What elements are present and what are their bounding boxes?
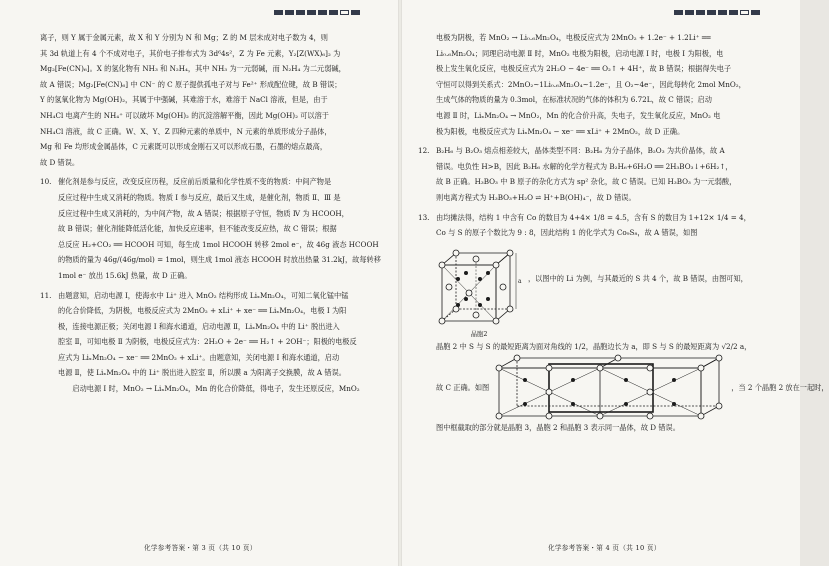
text-line: 其 3d 轨道上有 4 个不成对电子，其价电子排布式为 3d⁶4s²，Z 为 Fe 元素，Y₂[Z(WX)₆]₂ 为 [40, 48, 341, 58]
text-line: 由题意知，启动电源 Ⅰ，使海水中 Li⁺ 进入 MnO₂ 结构形成 LiₓMn₂O₄，可知二氧化锰中锰 [58, 290, 349, 300]
figure-row-cell3 [436, 354, 829, 420]
text-line: 故 C 正确。如图 [436, 382, 490, 392]
page-3 [0, 0, 400, 566]
q9-continuation [40, 30, 386, 170]
text-line: Mg₂[Fe(CN)₆]。X 的氢化物有 NH₃ 和 N₂H₄，其中 NH₃ 为一元弱碱，而 N₂H₄ 为二元弱碱， [40, 64, 346, 74]
text-line: 由均摊法得，结构 1 中含有 Co 的数目为 4+4× 1/8 = 4.5，含有 S 的数目为 1+12× 1/4 = 4， [436, 212, 751, 222]
text-line: Mg 和 Fe 均形成金属晶体，C 元素既可以形成金刚石又可以形成石墨，石墨的熔点最高， [40, 142, 328, 152]
text-line: 守恒可以得到关系式：2MnO₂~1Li₀.₆Mn₂O₄~1.2e⁻，且 O₂~4e⁻，因此每转化 2mol MnO₂， [436, 79, 746, 89]
page-footer-right: 化学参考答案・第 4 页（共 10 页） [548, 544, 661, 552]
text-line: 故 D 错误。 [40, 157, 80, 167]
text-line: 反应过程中生成又消耗的，为中间产物，故 A 错误；根据原子守恒，物质 Ⅳ 为 HCOOH， [58, 208, 349, 218]
double-cell-figure [495, 354, 725, 420]
text-line: 故 B 错误；催化剂能降低活化能，加快反应速率，但不能改变反应热，故 C 错误；根据 [58, 224, 337, 234]
crystal-cell-2-figure [436, 243, 522, 339]
text-line: 应式为 LiₓMn₂O₄ − xe⁻ ══ 2MnO₂ + xLi⁺。由题意知，关闭电源 Ⅰ 和海水通道，启动 [58, 352, 340, 362]
text-line: 1mol e⁻ 放出 15.6kJ 热量，故 D 正确。 [58, 270, 192, 280]
question-number: 11. [40, 290, 52, 300]
crystal-cell-2-diagram [436, 243, 522, 331]
text-line: Y 的氢氧化物为 Mg(OH)₂，其属于中强碱，其难溶于水，难溶于 NaCl 溶液，但是，由于 [40, 95, 328, 105]
question-11 [40, 288, 386, 397]
text-line: 总反应 H₂+CO₂ ══ HCOOH 可知，每生成 1mol HCOOH 转移 2mol e⁻，故 46g 液态 HCOOH [58, 239, 379, 249]
text-line: Co 与 S 的原子个数比为 9 : 8，因此结构 1 的化学式为 Co₉S₈，故 A 错误，如图 [436, 228, 698, 238]
text-line: 故 B 正确。H₃BO₃ 中 B 原子的杂化方式为 sp² 杂化，故 C 错误。已知 H₃BO₃ 为一元弱酸， [436, 177, 737, 187]
text-line: 图中框截取的部分就是晶胞 3，晶胞 2 和晶胞 3 表示同一晶体，故 D 错误。 [436, 423, 680, 433]
text-line: 电极为阴极，若 MnO₂ → Li₀.₆Mn₂O₄，电极反应式为 2MnO₂ + 1.2e⁻ + 1.2Li⁺ ══ [436, 33, 711, 42]
text-line: NH₄Cl 溶液，故 C 正确。W、X、Y、Z 四种元素的单质中，N 元素的单质形成分子晶体， [40, 126, 332, 136]
question-number: 10. [40, 177, 52, 187]
text-line: 的化合价降低，为阴极，电极反应式为 2MnO₂ + xLi⁺ + xe⁻ ══ LiₓMn₂O₄，电极 Ⅰ 为阳 [58, 306, 347, 316]
text-line: 离子，则 Y 属于金属元素，故 X 和 Y 分别为 N 和 Mg；Z 的 M 层未成对电子数为 4，则 [40, 33, 328, 42]
figure-caption: 晶胞2 [470, 329, 488, 338]
text-line: 极，连接电源正极；关闭电源 Ⅰ 和海水通道，启动电源 Ⅱ，LiₓMn₂O₄ 中的 Li⁺ 脱出进入 [58, 321, 340, 331]
text-line: 启动电源 Ⅰ 时，MnO₂ → LiₓMn₂O₄，Mn 的化合价降低，得电子，发生还原反应，MnO₂ [72, 384, 360, 394]
text-line: 则电离方程式为 H₃BO₃+H₂O ⇌ H⁺+B(OH)₄⁻，故 D 错误。 [436, 192, 636, 202]
text-line: 的物质的量为 46g/(46g/mol) = 1mol，则生成 1mol 液态 HCOOH 时放出热量 31.2kJ，故每转移 [58, 255, 381, 265]
text-line: 极上发生氧化反应，电极反应式为 2H₂O − 4e⁻ ══ O₂↑ + 4H⁺，故 B 错误；根据得失电子 [436, 64, 732, 74]
text-line: B₂H₆ 与 B₂O₃ 熔点相差较大，晶体类型不同：B₂H₆ 为分子晶体，B₂O₃ 为共价晶体，故 A [436, 146, 725, 156]
text-line: Li₀.₆Mn₂O₄；同理启动电源 Ⅱ 时，MnO₂ 电极为阳极，启动电源 Ⅰ 时，电极 Ⅰ 为阳极，电 [436, 48, 724, 58]
text-line: NH₄Cl 电离产生的 NH₄⁺ 可以破坏 Mg(OH)₂ 的沉淀溶解平衡，因此 Mg(OH)₂ 可以溶于 [40, 110, 329, 120]
text-line: 反应过程中生成又消耗的物质。物质 Ⅰ 参与反应，最后又生成，是催化剂，物质 Ⅱ、Ⅲ 是 [58, 192, 341, 202]
figure-row-cell2 [436, 241, 764, 339]
text-line: 电源 Ⅱ 时，LiₓMn₂O₄ → MnO₂，Mn 的化合价升高，失电子，发生氧化反应，MnO₂ 电 [436, 110, 721, 120]
q11-continuation [418, 30, 764, 139]
text-line: ，以图中的 Li 为例，与其最近的 S 共 4 个，故 B 错误，由图可知， [528, 273, 748, 283]
text-line: 电源 Ⅱ，使 LiₓMn₂O₄ 中的 Li⁺ 脱出进入腔室 Ⅱ，所以膜 a 为阳离子交换膜，故 A 错误。 [58, 368, 346, 378]
double-cell-diagram [495, 354, 725, 420]
question-10 [40, 174, 386, 283]
text-line: 极为阳极，电极反应式为 LiₓMn₂O₄ − xe⁻ ══ xLi⁺ + 2MnO₂，故 D 正确。 [436, 126, 685, 136]
text-line: 生成气体的物质的量为 0.3mol，在标准状况的气体的体积为 6.72L，故 C 错误；启动 [436, 95, 712, 105]
text-line: 催化剂是参与反应，改变反应历程，反应前后质量和化学性质不变的物质：中间产物是 [58, 177, 332, 187]
question-13 [418, 210, 829, 436]
text-line: ，当 2 个晶胞 2 放在一起时， [731, 382, 829, 392]
page-4 [400, 0, 829, 566]
page-footer-left: 化学参考答案・第 3 页（共 10 页） [144, 544, 257, 552]
question-12 [418, 143, 764, 205]
question-number: 13. [418, 212, 430, 222]
text-line: 错误。电负性 H>B，因此 B₂H₆ 水解的化学方程式为 B₂H₆+6H₂O ══ 2H₃BO₃↓+6H₂↑， [436, 161, 733, 171]
axis-label-a: a [518, 277, 522, 285]
text-line: 腔室 Ⅱ，可知电极 Ⅱ 为阴极，电极反应式为：2H₂O + 2e⁻ ══ H₂↑ + 2OH⁻；阳极的电极反 [58, 337, 357, 347]
text-line: 故 A 错误；Mg₂[Fe(CN)₆] 中 CN⁻ 的 C 原子提供孤电子对与 Fe²⁺ 形成配位键，故 B 错误； [40, 79, 342, 89]
question-number: 12. [418, 146, 430, 156]
text-line: 晶胞 2 中 S 与 S 的最短距离为面对角线的 1/2，晶胞边长为 a，即 S 与 S 的最短距离为 √2/2 a， [436, 341, 752, 351]
